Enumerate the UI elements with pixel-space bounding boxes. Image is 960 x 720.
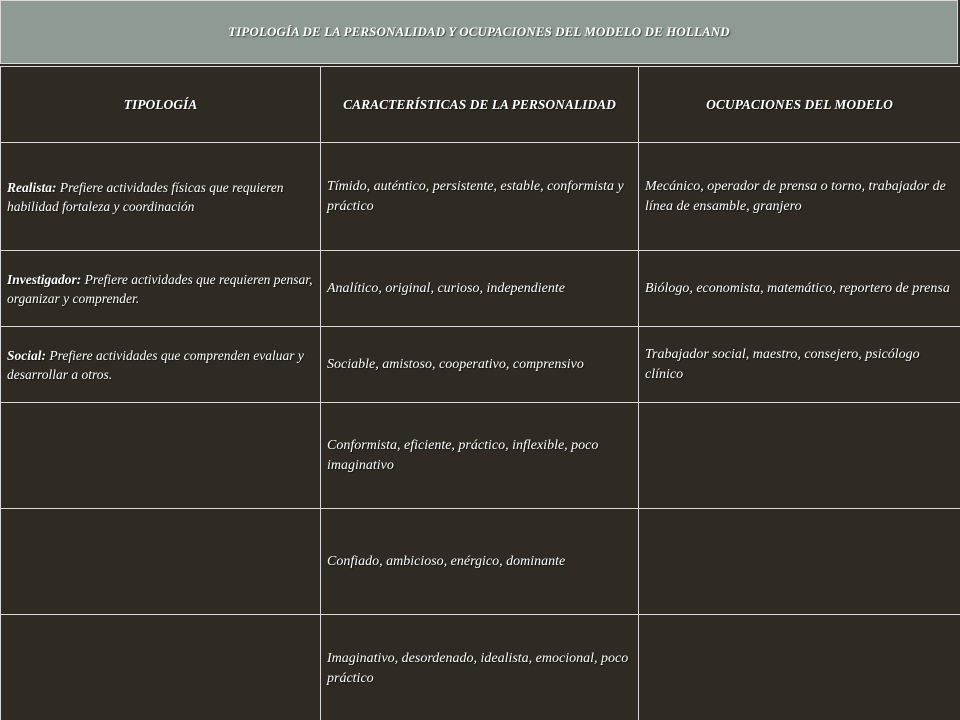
jobs-cell bbox=[639, 403, 960, 509]
type-name: Social: bbox=[7, 347, 46, 363]
slide-title: TIPOLOGÍA DE LA PERSONALIDAD Y OCUPACIONES DEL MODELO DE HOLLAND bbox=[228, 24, 730, 39]
table-row bbox=[1, 615, 960, 720]
header-tipologia: TIPOLOGÍA bbox=[1, 67, 321, 143]
traits-cell: Conformista, eficiente, práctico, inflexible, poco imaginativo bbox=[321, 403, 639, 509]
type-description: Prefiere actividades físicas que requieren habilidad fortaleza y coordinación bbox=[7, 179, 284, 214]
type-cell bbox=[1, 509, 321, 615]
type-description: Prefiere actividades que requieren pensar, organizar y comprender. bbox=[7, 271, 313, 306]
title-bar bbox=[0, 0, 958, 64]
header-row bbox=[1, 67, 960, 143]
table-row bbox=[1, 143, 960, 251]
holland-table bbox=[0, 66, 960, 720]
type-name: Investigador: bbox=[7, 271, 82, 287]
type-cell bbox=[1, 327, 321, 403]
type-cell bbox=[1, 143, 321, 251]
traits-cell: Confiado, ambicioso, enérgico, dominante bbox=[321, 509, 639, 615]
header-ocupaciones: OCUPACIONES DEL MODELO bbox=[639, 67, 960, 143]
jobs-cell: Mecánico, operador de prensa o torno, trabajador de línea de ensamble, granjero bbox=[639, 143, 960, 251]
traits-cell: Sociable, amistoso, cooperativo, comprensivo bbox=[321, 327, 639, 403]
jobs-cell: Biólogo, economista, matemático, reportero de prensa bbox=[639, 251, 960, 327]
table-row bbox=[1, 403, 960, 509]
jobs-cell: Trabajador social, maestro, consejero, psicólogo clínico bbox=[639, 327, 960, 403]
table-row bbox=[1, 327, 960, 403]
table-row bbox=[1, 509, 960, 615]
header-caracteristicas: CARACTERÍSTICAS DE LA PERSONALIDAD bbox=[321, 67, 639, 143]
traits-cell: Analítico, original, curioso, independiente bbox=[321, 251, 639, 327]
type-description: Prefiere actividades que comprenden evaluar y desarrollar a otros. bbox=[7, 347, 304, 382]
type-name: Realista: bbox=[7, 179, 57, 195]
type-cell bbox=[1, 615, 321, 720]
table-row bbox=[1, 251, 960, 327]
jobs-cell bbox=[639, 615, 960, 720]
jobs-cell bbox=[639, 509, 960, 615]
traits-cell: Imaginativo, desordenado, idealista, emocional, poco práctico bbox=[321, 615, 639, 720]
type-cell bbox=[1, 251, 321, 327]
traits-cell: Tímido, auténtico, persistente, estable, conformista y práctico bbox=[321, 143, 639, 251]
type-cell bbox=[1, 403, 321, 509]
